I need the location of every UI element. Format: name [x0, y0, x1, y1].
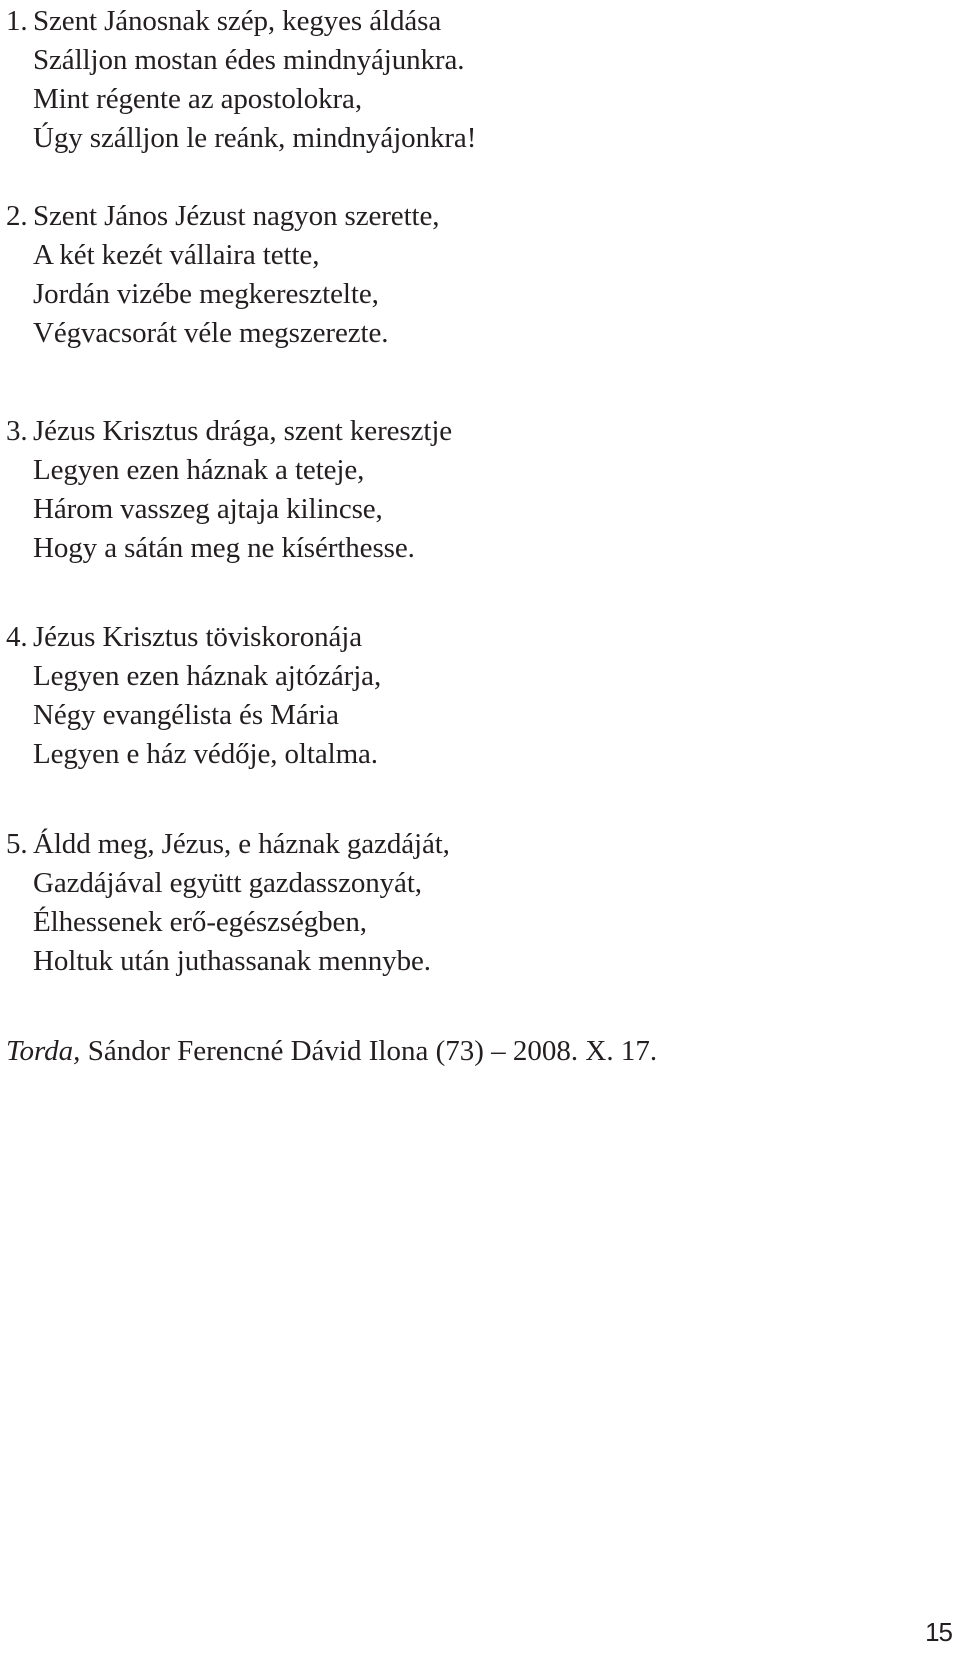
stanza-line: A két kezét vállaira tette,	[33, 239, 320, 271]
stanza-line-text: Szent Jánosnak szép, kegyes áldása	[33, 5, 442, 37]
stanza-line-text: Jézus Krisztus töviskoronája	[33, 621, 363, 653]
stanza-line: Holtuk után juthassanak mennybe.	[33, 945, 431, 977]
stanza-line: Legyen e ház védője, oltalma.	[33, 738, 378, 770]
stanza-4	[6, 618, 906, 774]
stanza-line: Végvacsorát véle megszerezte.	[33, 317, 389, 349]
stanza-number: 3.	[6, 415, 28, 447]
stanza-number: 1.	[6, 5, 28, 37]
stanza-line: Mint régente az apostolokra,	[33, 83, 362, 115]
stanza-line: Legyen ezen háznak a teteje,	[33, 454, 365, 486]
stanza-line	[6, 197, 906, 236]
stanza-line: Hogy a sátán meg ne kísérthesse.	[33, 532, 415, 564]
stanza-line	[6, 2, 906, 41]
stanza-line: Gazdájával együtt gazdasszonyát,	[33, 867, 422, 899]
stanza-3	[6, 412, 906, 568]
stanza-line	[6, 618, 906, 657]
stanza-line-text: Áldd meg, Jézus, e háznak gazdáját,	[33, 828, 450, 860]
source-place: Torda,	[6, 1035, 81, 1067]
stanza-line: Jordán vizébe megkeresztelte,	[33, 278, 379, 310]
stanza-line: Szálljon mostan édes mindnyájunkra.	[33, 44, 465, 76]
stanza-line: Három vasszeg ajtaja kilincse,	[33, 493, 383, 525]
stanza-line: Négy evangélista és Mária	[33, 699, 339, 731]
stanza-line: Élhessenek erő-egészségben,	[33, 906, 367, 938]
stanza-line-text: Jézus Krisztus drága, szent keresztje	[33, 415, 453, 447]
page-number: 15	[925, 1617, 952, 1647]
stanza-line	[6, 412, 906, 451]
stanza-line: Úgy szálljon le reánk, mindnyájonkra!	[33, 122, 477, 154]
stanza-1	[6, 2, 906, 158]
stanza-5	[6, 825, 906, 981]
stanza-line	[6, 825, 906, 864]
source-attribution	[6, 1032, 657, 1071]
stanza-line: Legyen ezen háznak ajtózárja,	[33, 660, 382, 692]
stanza-2	[6, 197, 906, 353]
stanza-number: 2.	[6, 200, 28, 232]
stanza-number: 4.	[6, 621, 28, 653]
stanza-number: 5.	[6, 828, 28, 860]
source-details: Sándor Ferencné Dávid Ilona (73) – 2008. X. 17.	[80, 1035, 658, 1067]
stanza-line-text: Szent János Jézust nagyon szerette,	[33, 200, 440, 232]
